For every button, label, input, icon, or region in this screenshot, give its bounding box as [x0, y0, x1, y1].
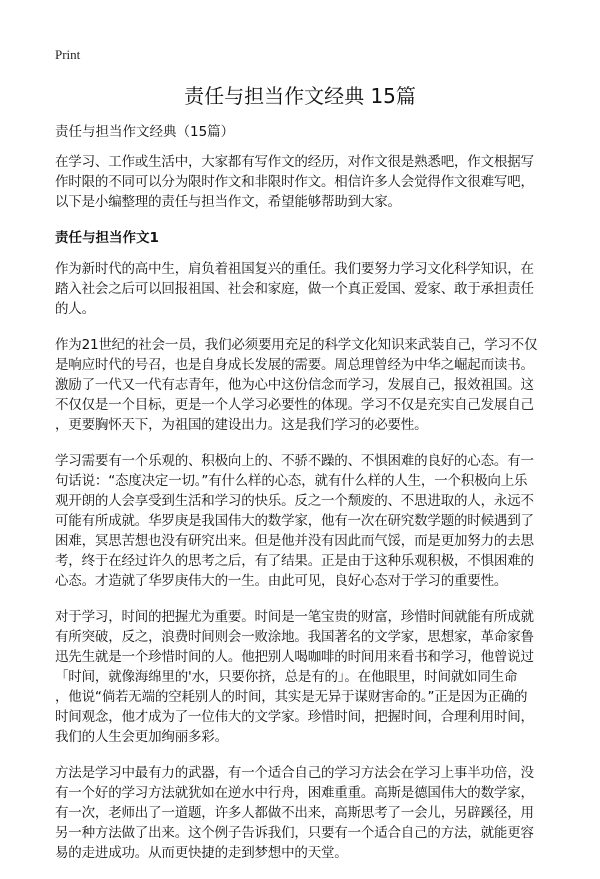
text-line: 困难，冥思苦想也没有研究出来。但是他并没有因此而气馁，而是更加努力的去思 [55, 533, 534, 549]
text-line: 有一次，老师出了一道题，许多人都做不出来，高斯思考了一会儿，另辟蹊径，用 [55, 805, 534, 821]
text-line: 不仅仅是一个目标，更是一个人学习必要性的体现。学习不仅是充实自己发展自己 [55, 397, 534, 413]
text-line: 我们的人生会更加绚丽多彩。 [55, 729, 228, 745]
text-line: 考，终于在经过许久的思考之后，有了结果。正是由于这种乐观积极，不惧困难的 [55, 553, 534, 569]
text-line: 有一个好的学习方法就犹如在逆水中行舟，困难重重。高斯是德国伟大的数学家， [55, 785, 534, 801]
text-line: 以下是小编整理的责任与担当作文，希望能够帮助到大家。 [55, 194, 401, 210]
intro-paragraph [55, 152, 555, 212]
document-subtitle: 责任与担当作文经典（15篇） [55, 124, 235, 140]
essay-paragraph [55, 259, 555, 319]
text-line: 易的走进成功。从而更快捷的走到梦想中的天堂。 [55, 845, 348, 861]
text-line: ，他说“倘若无端的空耗别人的时间，其实是无异于谋财害命的。”正是因为正确的 [55, 689, 528, 705]
document-body [55, 152, 555, 879]
text-line: 学习需要有一个乐观的、积极向上的、不骄不躁的、不惧困难的良好的心态。有一 [55, 453, 534, 469]
text-line: 句话说：“态度决定一切。”有什么样的心态，就有什么样的人生，一个积极向上乐 [55, 473, 528, 489]
essay-paragraph [55, 451, 555, 591]
section-heading: 责任与担当作文1 [55, 230, 159, 246]
text-line: 作时限的不同可以分为限时作文和非限时作文。相信许多人会觉得作文很难写吧， [55, 174, 534, 190]
text-line: 对于学习，时间的把握尤为重要。时间是一笔宝贵的财富，珍惜时间就能有所成就 [55, 609, 534, 625]
essay-paragraph [55, 335, 555, 435]
text-line: 「时间，就像海绵里的'水，只要你挤，总是有的」。在他眼里，时间就如同生命 [55, 669, 518, 685]
text-line: 激励了一代又一代有志青年，他为心中这份信念而学习，发展自己，报效祖国。这 [55, 377, 534, 393]
essay-paragraph [55, 763, 555, 863]
essay-paragraph [55, 607, 555, 747]
text-line: 观开朗的人会享受到生活和学习的快乐。反之一个颓废的、不思进取的人，永远不 [55, 493, 534, 509]
print-link[interactable]: Print [55, 47, 81, 62]
page-title: 责任与担当作文经典 15篇 [184, 84, 416, 108]
text-line: 时间观念，他才成为了一位伟大的文学家。珍惜时间，把握时间，合理利用时间， [55, 709, 534, 725]
text-line: 作为21世纪的社会一员，我们必须要用充足的科学文化知识来武装自己，学习不仅 [55, 337, 538, 353]
text-line: 迅先生就是一个珍惜时间的人。他把别人喝咖啡的时间用来看书和学习，他曾说过 [55, 649, 534, 665]
text-line: 的人。 [55, 301, 95, 317]
text-line: 是响应时代的号召，也是自身成长发展的需要。周总理曾经为中华之崛起而读书。 [55, 357, 534, 373]
text-line: 在学习、工作或生活中，大家都有写作文的经历，对作文很是熟悉吧，作文根据写 [55, 154, 534, 170]
text-line: 心态。才造就了华罗庚伟大的一生。由此可见，良好心态对于学习的重要性。 [55, 573, 508, 589]
text-line: 作为新时代的高中生，肩负着祖国复兴的重任。我们要努力学习文化科学知识，在 [55, 261, 534, 277]
text-line: ，更要胸怀天下，为祖国的建设出力。这是我们学习的必要性。 [55, 417, 428, 433]
text-line: 另一种方法做了出来。这个例子告诉我们，只要有一个适合自己的方法，就能更容 [55, 825, 534, 841]
text-line: 可能有所成就。华罗庚是我国伟大的数学家，他有一次在研究数学题的时候遇到了 [55, 513, 534, 529]
text-line: 踏入社会之后可以回报祖国、社会和家庭，做一个真正爱国、爱家、敢于承担责任 [55, 281, 534, 297]
text-line: 方法是学习中最有力的武器，有一个适合自己的学习方法会在学习上事半功倍，没 [55, 765, 534, 781]
text-line: 有所突破，反之，浪费时间则会一败涂地。我国著名的文学家，思想家，革命家鲁 [55, 629, 534, 645]
